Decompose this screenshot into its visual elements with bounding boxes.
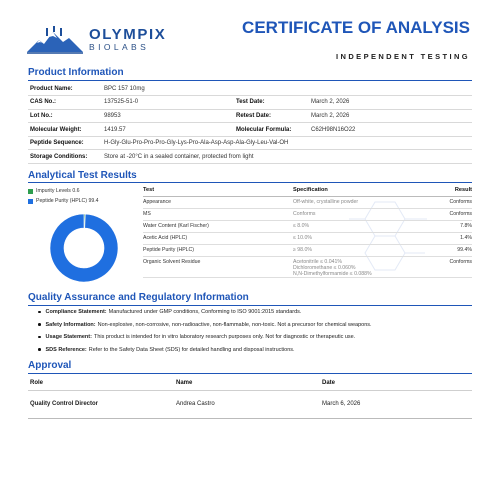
qa-key: Safety Information:	[45, 321, 96, 328]
specification-line: N,N-Dimethylformamide ≤ 0.088%	[293, 270, 372, 277]
test-specification	[293, 256, 417, 277]
info-label: Product Name:	[28, 82, 102, 96]
qa-value: Non-explosive, non-corrosive, non-radioactive, non-flammable, non-toxic. Not a precursor for chemical weapons.	[97, 321, 372, 328]
column-header-result: Result	[417, 185, 472, 196]
qa-value: Manufactured under GMP conditions, Conforming to ISO 9001:2015 standards.	[108, 309, 302, 315]
legend-swatch	[28, 189, 33, 194]
specification-line: Off-white, crystalline powder	[293, 198, 359, 205]
info-label: Storage Conditions:	[28, 150, 102, 164]
qa-item	[28, 309, 472, 322]
specification-line: Dichloromethane ≤ 0.060%	[293, 264, 356, 271]
test-specification	[293, 208, 417, 220]
qa-item	[28, 334, 472, 347]
test-specification	[293, 196, 417, 208]
test-specification	[293, 220, 417, 232]
column-header-role: Role	[28, 376, 174, 390]
document-subtitle: INDEPENDENT TESTING	[336, 52, 470, 61]
qa-text	[46, 334, 356, 340]
test-result: Conforms	[417, 256, 472, 277]
specification-line: ≤ 10.0%	[293, 234, 312, 241]
info-row	[28, 96, 472, 110]
section-divider	[28, 373, 472, 374]
specification-line: Acetonitrile ≤ 0.041%	[293, 258, 342, 265]
qa-item	[28, 322, 472, 335]
info-value: 1419.57	[102, 123, 234, 137]
section-divider	[28, 80, 472, 81]
approval-date: March 6, 2026	[320, 390, 472, 418]
legend-item	[28, 186, 99, 196]
test-results-table	[143, 185, 472, 278]
test-row	[143, 256, 472, 277]
info-row	[28, 136, 472, 150]
qa-text	[46, 347, 295, 353]
header	[0, 0, 500, 62]
info-label: Test Date:	[234, 96, 309, 110]
test-name: Organic Solvent Residue	[143, 256, 293, 277]
test-specification	[293, 232, 417, 244]
test-result: 7.8%	[417, 220, 472, 232]
info-row	[28, 123, 472, 137]
legend-item	[28, 196, 99, 206]
chart-legend	[28, 186, 99, 206]
legend-label: Impurity Levels 0.6	[36, 188, 80, 194]
approval-title: Approval	[28, 360, 72, 371]
info-label: Molecular Formula:	[234, 123, 309, 137]
info-row	[28, 109, 472, 123]
approval-table	[28, 376, 472, 419]
product-info-title: Product Information	[28, 67, 124, 78]
test-row	[143, 244, 472, 256]
brand-subtitle: BIOLABS	[89, 42, 150, 52]
test-name: Acetic Acid (HPLC)	[143, 232, 293, 244]
test-result: Conforms	[417, 208, 472, 220]
qa-key: SDS Reference:	[45, 346, 87, 353]
test-result: 1.4%	[417, 232, 472, 244]
approval-name: Andrea Castro	[174, 390, 320, 418]
info-row	[28, 150, 472, 164]
qa-text	[46, 322, 372, 328]
document-title: CERTIFICATE OF ANALYSIS	[242, 18, 470, 37]
qa-value: This product is intended for in vitro laboratory research purposes only. Not for diagnostic or therapeutic use.	[93, 334, 356, 340]
approval-role: Quality Control Director	[28, 390, 174, 418]
test-row	[143, 208, 472, 220]
test-specification	[293, 244, 417, 256]
product-info-table	[28, 82, 472, 164]
column-header-date: Date	[320, 376, 472, 390]
test-name: MS	[143, 208, 293, 220]
info-value: 98953	[102, 109, 234, 123]
qa-key: Usage Statement:	[45, 334, 92, 340]
test-name: Water Content (Karl Fischer)	[143, 220, 293, 232]
qa-text	[46, 309, 302, 315]
section-divider	[28, 182, 472, 183]
qa-key: Compliance Statement:	[45, 309, 107, 315]
info-value: 137525-51-0	[102, 96, 234, 110]
approval-row	[28, 390, 472, 418]
column-header-name: Name	[174, 376, 320, 390]
bullet-icon	[38, 336, 41, 339]
test-result: 99.4%	[417, 244, 472, 256]
test-row	[143, 232, 472, 244]
info-value: H-Gly-Glu-Pro-Pro-Pro-Gly-Lys-Pro-Ala-Asp-Asp-Ala-Gly-Leu-Val-OH	[102, 136, 472, 150]
brand-name: OLYMPIX	[89, 26, 167, 43]
bullet-icon	[38, 323, 41, 326]
info-value: Store at -20°C in a sealed container, protected from light	[102, 150, 472, 164]
bullet-icon	[38, 311, 41, 314]
qa-title: Quality Assurance and Regulatory Information	[28, 292, 249, 303]
test-row	[143, 196, 472, 208]
legend-label: Peptide Purity (HPLC) 99.4	[36, 198, 99, 204]
section-divider	[28, 305, 472, 306]
specification-line: ≤ 8.0%	[293, 222, 310, 229]
bullet-icon	[38, 348, 41, 351]
test-result: Conforms	[417, 196, 472, 208]
qa-item	[28, 347, 472, 360]
info-row	[28, 82, 472, 96]
info-value: BPC 157 10mg	[102, 82, 472, 96]
qa-value: Refer to the Safety Data Sheet (SDS) for detailed handling and disposal instructions.	[88, 346, 295, 353]
info-value: March 2, 2026	[309, 109, 472, 123]
specification-line: Conforms	[293, 210, 316, 217]
info-value: March 2, 2026	[309, 96, 472, 110]
column-header-specification: Specification	[293, 185, 417, 196]
test-name: Peptide Purity (HPLC)	[143, 244, 293, 256]
column-header-test: Test	[143, 185, 293, 196]
info-label: Molecular Weight:	[28, 123, 102, 137]
purity-donut-chart	[44, 208, 124, 288]
legend-swatch	[28, 199, 33, 204]
test-name: Appearance	[143, 196, 293, 208]
analytical-title: Analytical Test Results	[28, 170, 137, 181]
info-label: Lot No.:	[28, 109, 102, 123]
qa-list	[28, 309, 472, 359]
donut-slice-peptide-purity-hplc	[50, 214, 118, 282]
info-label: Retest Date:	[234, 109, 309, 123]
test-row	[143, 220, 472, 232]
info-value: C62H98N16O22	[309, 123, 472, 137]
info-label: Peptide Sequence:	[28, 136, 102, 150]
specification-line: ≥ 98.0%	[293, 246, 312, 253]
info-label: CAS No.:	[28, 96, 102, 110]
mountain-logo-icon	[27, 26, 83, 54]
